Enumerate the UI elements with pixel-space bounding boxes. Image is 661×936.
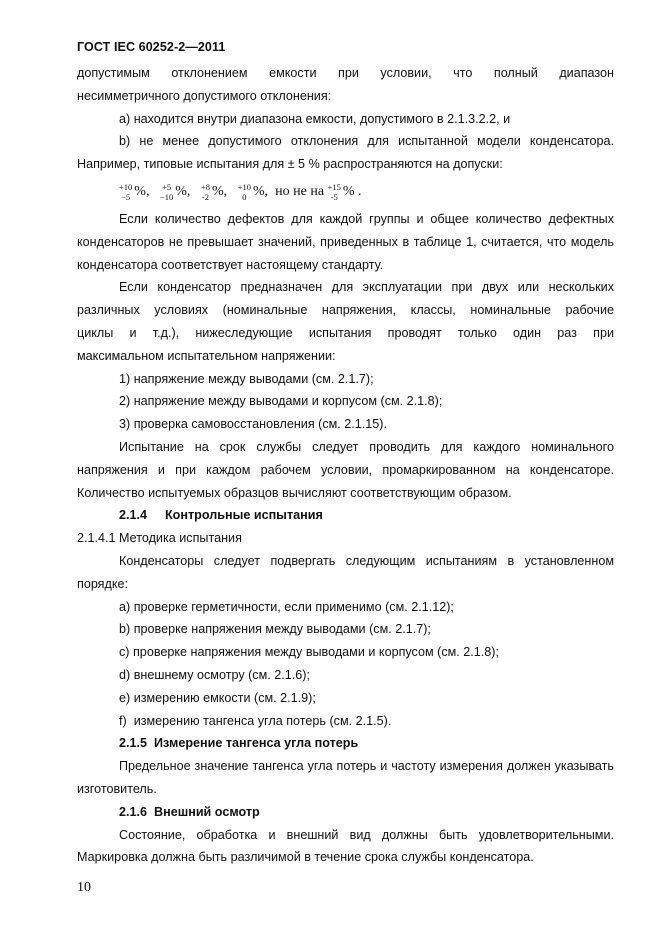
- paragraph-order-line-2: порядке:: [77, 576, 129, 591]
- list-item: d) внешнему осмотру (см. 2.1.6);: [119, 667, 310, 682]
- tolerance-but-not: но не на: [275, 183, 325, 199]
- condition-a: a) находится внутри диапазона емкости, допустимого в 2.1.3.2.2, и: [119, 111, 511, 126]
- list-item: 3) проверка самовосстановления (см. 2.1.15).: [119, 417, 387, 432]
- tolerance-4: +10 0: [237, 181, 251, 202]
- section-heading-2-1-6: 2.1.6 Внешний осмотр: [119, 804, 260, 819]
- page-body: [77, 62, 614, 869]
- document-code: ГОСТ IEC 60252-2—2011: [77, 40, 226, 54]
- paragraph-multi-conditions-line-1: Если конденсатор предназначен для эксплуатации при двух или нескольких: [119, 280, 614, 295]
- paragraph-tan-delta: Предельное значение тангенса угла потерь и частоту измерения должен указывать изготовитель.: [77, 759, 614, 796]
- paragraph-multi-conditions-line-4: максимальном испытательном напряжении:: [77, 348, 336, 363]
- tolerance-3: +8 -2: [200, 181, 210, 202]
- tolerance-2: +5 −10: [159, 181, 174, 202]
- paragraph-continuation-line-1: допустимым отклонением емкости при условии, что полный диапазон: [77, 66, 614, 80]
- list-item: c) проверке напряжения между выводами и корпусом (см. 2.1.8);: [119, 645, 499, 660]
- section-heading-2-1-5: 2.1.5 Измерение тангенса угла потерь: [119, 736, 359, 751]
- list-item: 1) напряжение между выводами (см. 2.1.7);: [119, 371, 374, 386]
- section-heading-2-1-4: 2.1.4 Контрольные испытания: [119, 508, 323, 523]
- list-item: f) измерению тангенса угла потерь (см. 2.1.5).: [119, 713, 392, 728]
- list-item: a) проверке герметичности, если применимо (см. 2.1.12);: [119, 599, 454, 614]
- list-item: e) измерению емкости (см. 2.1.9);: [119, 690, 316, 705]
- list-item: 2) напряжение между выводами и корпусом (см. 2.1.8);: [119, 394, 443, 409]
- tolerance-last: +15 -5: [327, 181, 341, 202]
- condition-b: b) не менее допустимого отклонения для испытанной модели конденсатора. Например, типовые испытания для ± 5 % распространяются на допуски:: [77, 134, 614, 172]
- paragraph-visual-inspection: Состояние, обработка и внешний вид должны быть удовлетворительными. Маркировка должна быть различимой в течение срока службы конденсатора.: [77, 827, 614, 865]
- tolerance-1: +10 −5: [119, 181, 133, 202]
- list-item: b) проверке напряжения между выводами (см. 2.1.7);: [119, 622, 431, 637]
- paragraph-defects: Если количество дефектов для каждой группы и общее количество дефектных конденсаторов не превышает значений, приведенных в таблице 1, считается, что модель конденсатора соответствует настоящему стандарту.: [77, 211, 614, 272]
- paragraph-multi-conditions-line-3: циклы и т.д.), нижеследующие испытания проводят только один раз при: [77, 325, 614, 340]
- paragraph-life-test: Испытание на срок службы следует проводить для каждого номинального напряжения и при каждом рабочем условии, промаркированном на конденсаторе. Количество испытуемых образцов вычисляют соответствующим образом.: [77, 439, 614, 500]
- page-number: 10: [77, 880, 91, 895]
- paragraph-continuation-line-2: несимметричного допустимого отклонения:: [77, 88, 332, 103]
- tolerance-examples: +10 −5 %, +5 −10 %, +8 -2 %, +10 0 %, но не на +15 -5 % .: [119, 181, 362, 202]
- paragraph-multi-conditions-line-2: различных условиях (номинальные напряжения, классы, номинальные рабочие: [77, 303, 614, 318]
- subsection-heading-2-1-4-1: 2.1.4.1 Методика испытания: [77, 531, 242, 546]
- paragraph-order-line-1: Конденсаторы следует подвергать следующим испытаниям в установленном: [119, 553, 614, 568]
